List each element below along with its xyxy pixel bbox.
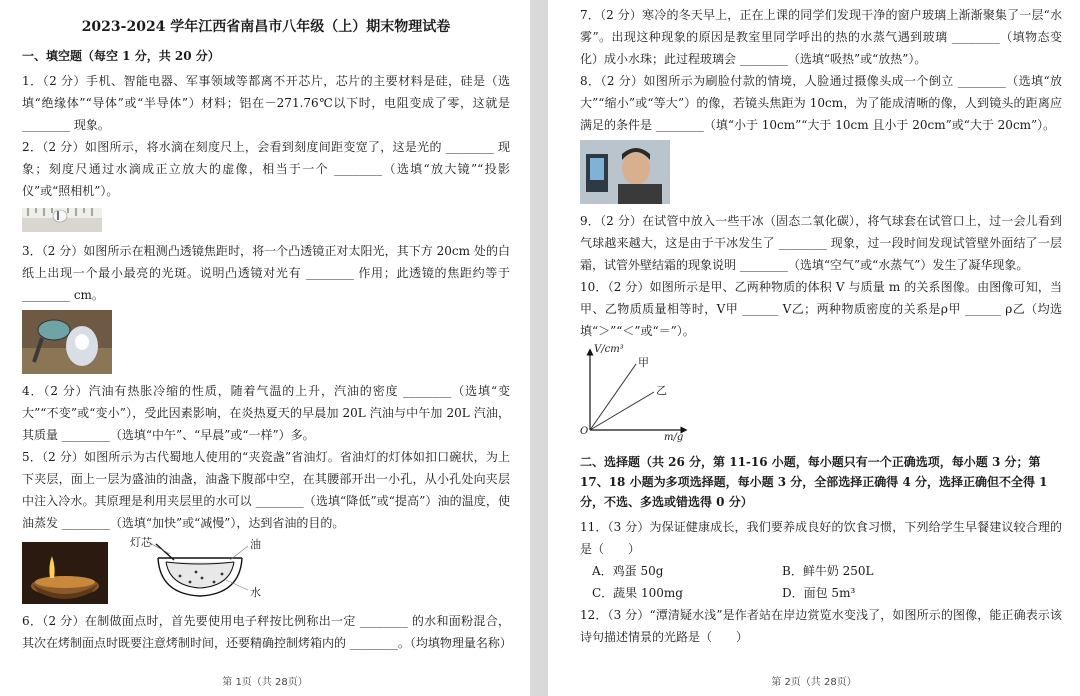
oil-lamp-diagram: [130, 538, 280, 604]
page-footer-2: 第 2页（共 28页）: [771, 677, 857, 688]
page-gap: [530, 0, 548, 696]
question-11-options: [580, 560, 1062, 604]
oil-lamp-figures: [22, 538, 510, 604]
graph-y-label: V/cm³: [594, 344, 624, 355]
graph-line-a-label: 甲: [638, 356, 649, 369]
option-c: C．蔬果 100mg: [592, 586, 683, 600]
graph-origin: O: [580, 426, 589, 437]
option-a: A．鸡蛋 50g: [592, 564, 664, 578]
lens-photo: [22, 310, 510, 374]
graph-x-label: m/g: [664, 432, 684, 443]
question-8: 8．（2 分）如图所示为刷脸付款的情境，人脸通过摄像头成一个倒立 ________（选填“放大”“缩小”或“等大”）的像，若镜头焦距为 10cm，为了能成清晰的像，人到镜头的距离应满足的条件是 ________（填“小于 10cm”“大于 10cm 且小于 20cm”或“大于 20cm”）。: [580, 74, 1062, 132]
face-pay-photo: [580, 140, 1062, 204]
label-wick: 灯芯: [130, 536, 152, 549]
graph-line-b-label: 乙: [656, 384, 667, 397]
question-11: 11．（3 分）为保证健康成长，我们要养成良好的饮食习惯，下列给学生早餐建议较合理的是（ ）: [580, 520, 1062, 556]
option-b: B．鲜牛奶 250L: [782, 564, 874, 578]
question-9: 9．（2 分）在试管中放入一些干冰（固态二氧化碳），将气球套在试管口上，过一会儿看到气球越来越大，这是由于干冰发生了 ________ 现象，过一段时间发现试管壁外面结了一层霜，试管外壁结霜的现象说明 ________（选填“空气”或“水蒸气”）发生了凝华现象。: [580, 214, 1062, 272]
question-1: 1．（2 分）手机、智能电器、军事领域等都离不开芯片，芯片的主要材料是硅，硅是（选填“绝缘体”“导体”或“半导体”）材料；铝在－271.76℃以下时，电阻变成了零，这就是 ________ 现象。: [22, 74, 510, 132]
label-water: 水: [250, 586, 261, 599]
question-6: 6．（2 分）在制做面点时，首先要使用电子秤按比例称出一定 ________ 的水和面粉混合，其次在烤制面点时既要注意烤制时间，还要精确控制烤箱内的 ________。（均填物理量名称）: [22, 614, 512, 650]
question-5: 5．（2 分）如图所示为古代蜀地人使用的“夹瓷盏”省油灯。省油灯的灯体如扣口碗状，为上下夹层，面上一层为盛油的油盏，油盏下腹部中空，在其腰部开出一小孔，从小孔处向夹层中注入冷水。其原理是利用夹层里的水可以 ________（选填“降低”或“提高”）油的温度，使油蒸发 ________（选填“加快”或“减慢”），达到省油的目的。: [22, 450, 510, 530]
question-2: 2．（2 分）如图所示，将水滴在刻度尺上，会看到刻度间距变宽了，这是光的 ________ 现象；刻度尺通过水滴成正立放大的虚像，相当于一个 ________（选填“放大镜”“投影仪”或“照相机”）。: [22, 140, 510, 198]
exam-title: 2023-2024 学年江西省南昌市八年级（上）期末物理试卷: [81, 19, 451, 35]
section-choice: 二、选择题（共 26 分，第 11-16 小题，每小题只有一个正确选项，每小题 3 分；第 17、18 小题为多项选择题，每小题 3 分，全部选择正确得 4 分，选择正确但不全得 1 分，不选、多选或错选得 0 分）: [580, 455, 1048, 509]
question-10: 10．（2 分）如图所示是甲、乙两种物质的体积 V 与质量 m 的关系图像。由图像可知，当甲、乙物质质量相等时，V甲 ______ V乙；两种物质密度的关系是ρ甲 ______ ρ乙（均选填“＞”“＜”或“＝”）。: [580, 280, 1062, 338]
label-oil: 油: [250, 538, 261, 551]
question-3: 3．（2 分）如图所示在粗测凸透镜焦距时，将一个凸透镜正对太阳光，其下方 20cm 处的白纸上出现一个最小最亮的光斑。说明凸透镜对光有 ________ 作用；此透镜的焦距约等于 ________ cm。: [22, 244, 510, 302]
page-footer-1: 第 1页（共 28页）: [222, 677, 308, 688]
question-7: 7．（2 分）寒冷的冬天早上，正在上课的同学们发现干净的窗户玻璃上渐渐聚集了一层“水雾”。出现这种现象的原因是教室里同学呼出的热的水蒸气遇到玻璃 ________（填物态变化）成小水珠；此过程玻璃会 ________（选填“吸热”或“放热”）。: [580, 8, 1062, 66]
exam-page-1: [0, 0, 530, 696]
section-fill-in: 一、填空题（每空 1 分，共 20 分）: [22, 49, 220, 63]
oil-lamp-photo: [22, 542, 108, 604]
ruler-figure: [22, 206, 510, 234]
question-12: 12．（3 分）“潭清疑水浅”是作者站在岸边赏览水变浅了，如图所示的图像，能正确表示该诗句描述情景的光路是（ ）: [580, 608, 1062, 644]
volume-mass-graph: [580, 344, 1062, 443]
exam-page-2: [548, 0, 1080, 696]
question-4: 4．（2 分）汽油有热胀冷缩的性质，随着气温的上升，汽油的密度 ________（选填“变大”“不变”或“变小”），受此因素影响，在炎热夏天的早晨加 20L 汽油与中午加 20L 汽油，其质量 ________（选填“中午”、“早晨”或“一样”）多。: [22, 384, 510, 442]
option-d: D．面包 5m³: [782, 586, 856, 600]
